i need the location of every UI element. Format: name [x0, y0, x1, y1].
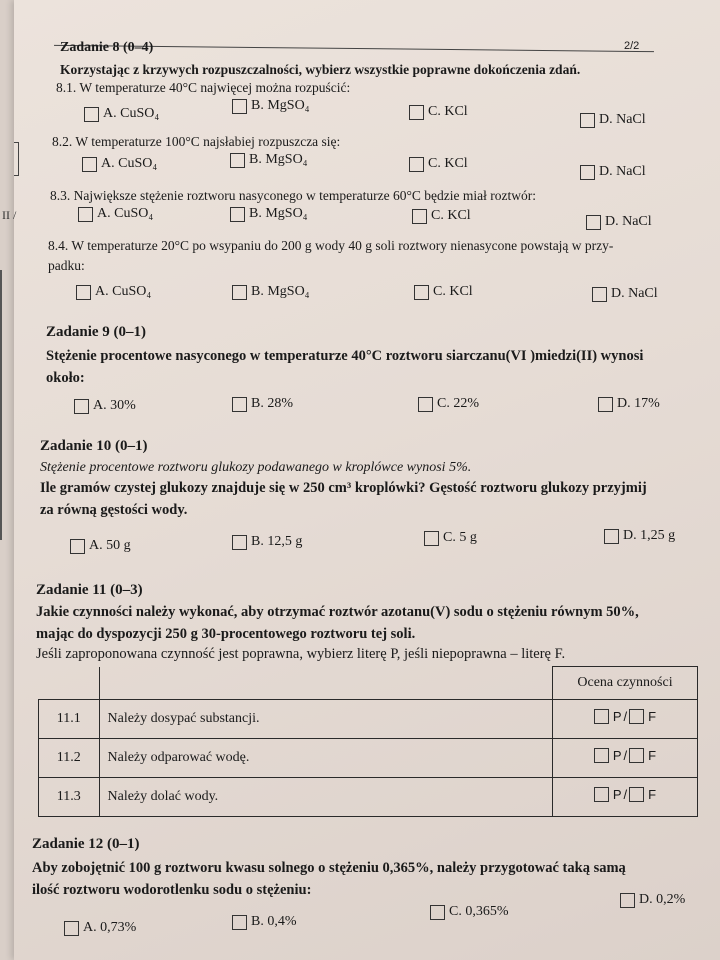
row-number: 11.1 [39, 700, 100, 739]
task11-instruction: Jeśli zaproponowana czynność jest poprawna, wybierz literę P, jeśli niepoprawna – literę F. [36, 646, 566, 662]
task12-title: Zadanie 12 (0–1) [32, 836, 140, 852]
task12-question-line2: ilość roztworu wodorotlenku sodu o stężeniu: [32, 882, 312, 898]
pf-cell: P / F [553, 700, 698, 739]
task8-q1: 8.1. W temperaturze 40°C najwięcej można rozpuścić: [56, 80, 351, 95]
task8-q4-line2: padku: [48, 258, 85, 273]
task10-question-line2: za równą gęstości wody. [40, 502, 188, 518]
task8-q2-option-d[interactable]: D. NaCl [580, 164, 646, 180]
checkbox[interactable] [412, 209, 427, 224]
margin-box [14, 142, 19, 176]
task8-q3-option-d[interactable]: D. NaCl [586, 214, 652, 230]
table-header-row [39, 667, 698, 700]
task8-q2-option-c[interactable]: C. KCl [409, 156, 468, 172]
task10-option-a[interactable]: A. 50 g [70, 538, 131, 554]
task8-title: Zadanie 8 (0–4) [60, 40, 154, 55]
task11-question-line2: mając do dyspozycji 250 g 30-procentowego roztworu tej soli. [36, 626, 416, 642]
task11-title: Zadanie 11 (0–3) [36, 582, 143, 598]
task8-q4-option-a[interactable]: A. CuSO₄ [76, 284, 151, 300]
task8-q4-option-b[interactable]: B. MgSO₄ [232, 284, 310, 300]
task10-option-b[interactable]: B. 12,5 g [232, 534, 302, 550]
task8-intro: Korzystając z krzywych rozpuszczalności, wybierz wszystkie poprawne dokończenia zdań. [60, 62, 581, 77]
checkbox[interactable] [414, 285, 429, 300]
checkbox[interactable] [232, 397, 247, 412]
checkbox[interactable] [232, 285, 247, 300]
checkbox[interactable] [409, 157, 424, 172]
f-checkbox[interactable] [629, 709, 644, 724]
task8-q1-option-a[interactable]: A. CuSO₄ [84, 106, 159, 122]
checkbox[interactable] [78, 207, 93, 222]
checkbox[interactable] [418, 397, 433, 412]
task8-q3: 8.3. Największe stężenie roztworu nasyconego w temperaturze 60°C będzie miał roztwór: [50, 188, 536, 203]
task8-q2-option-a[interactable]: A. CuSO₄ [82, 156, 157, 172]
task9-option-c[interactable]: C. 22% [418, 396, 479, 412]
checkbox[interactable] [74, 399, 89, 414]
pf-cell: P / F [553, 739, 698, 778]
exam-page [2, 0, 720, 960]
checkbox[interactable] [230, 153, 245, 168]
task9-question-line1: Stężenie procentowe nasyconego w temperaturze 40°C roztworu siarczanu(VI )miedzi(II) wynosi [46, 348, 644, 364]
task8-q3-option-a[interactable]: A. CuSO₄ [78, 206, 153, 222]
checkbox[interactable] [580, 113, 595, 128]
task9-option-b[interactable]: B. 28% [232, 396, 293, 412]
p-checkbox[interactable] [594, 787, 609, 802]
task12-option-b[interactable]: B. 0,4% [232, 914, 297, 930]
margin-mark: II / [2, 208, 17, 222]
task11-question-line1: Jakie czynności należy wykonać, aby otrzymać roztwór azotanu(V) sodu o stężeniu równym 50%, [36, 604, 639, 620]
task12-option-c[interactable]: C. 0,365% [430, 904, 509, 920]
task8-q4-option-d[interactable]: D. NaCl [592, 286, 658, 302]
checkbox[interactable] [230, 207, 245, 222]
margin-line [0, 270, 2, 540]
checkbox[interactable] [604, 529, 619, 544]
checkbox[interactable] [64, 921, 79, 936]
task8-q1-option-c[interactable]: C. KCl [409, 104, 468, 120]
row-number: 11.3 [39, 778, 100, 817]
p-checkbox[interactable] [594, 748, 609, 763]
checkbox[interactable] [586, 215, 601, 230]
table-row [39, 739, 698, 778]
task8-q1-option-b[interactable]: B. MgSO₄ [232, 98, 310, 114]
task8-q2-option-b[interactable]: B. MgSO₄ [230, 152, 308, 168]
task8-q1-option-d[interactable]: D. NaCl [580, 112, 646, 128]
pf-cell: P / F [553, 778, 698, 817]
task10-option-c[interactable]: C. 5 g [424, 530, 477, 546]
checkbox[interactable] [76, 285, 91, 300]
task11-table [38, 666, 698, 817]
checkbox[interactable] [430, 905, 445, 920]
checkbox[interactable] [84, 107, 99, 122]
f-checkbox[interactable] [629, 748, 644, 763]
p-checkbox[interactable] [594, 709, 609, 724]
task9-title: Zadanie 9 (0–1) [46, 324, 147, 340]
task10-question-line1: Ile gramów czystej glukozy znajduje się w 250 cm³ kroplówki? Gęstość roztworu glukozy przyjmij [40, 480, 647, 496]
checkbox[interactable] [82, 157, 97, 172]
task8-q4-line1: 8.4. W temperaturze 20°C po wsypaniu do 200 g wody 40 g soli roztwory nienasycone powstają w przy- [48, 238, 614, 253]
checkbox[interactable] [592, 287, 607, 302]
task8-q4-option-c[interactable]: C. KCl [414, 284, 473, 300]
f-checkbox[interactable] [629, 787, 644, 802]
task10-option-d[interactable]: D. 1,25 g [604, 528, 675, 544]
table-row [39, 700, 698, 739]
task10-title: Zadanie 10 (0–1) [40, 438, 148, 454]
task9-question-line2: około: [46, 370, 85, 386]
task9-option-d[interactable]: D. 17% [598, 396, 660, 412]
checkbox[interactable] [232, 535, 247, 550]
task12-question-line1: Aby zobojętnić 100 g roztworu kwasu solnego o stężeniu 0,365%, należy przygotować taką samą [32, 860, 626, 876]
checkbox[interactable] [409, 105, 424, 120]
task8-q3-option-b[interactable]: B. MgSO₄ [230, 206, 308, 222]
checkbox[interactable] [424, 531, 439, 546]
task12-option-a[interactable]: A. 0,73% [64, 920, 136, 936]
row-text: Należy odparować wodę. [99, 739, 553, 778]
checkbox[interactable] [598, 397, 613, 412]
page-number: 2/2 [624, 40, 640, 52]
checkbox[interactable] [620, 893, 635, 908]
row-text: Należy dolać wody. [99, 778, 553, 817]
task8-q2: 8.2. W temperaturze 100°C najsłabiej rozpuszcza się: [52, 134, 341, 149]
task9-option-a[interactable]: A. 30% [74, 398, 136, 414]
row-text: Należy dosypać substancji. [99, 700, 553, 739]
table-row [39, 778, 698, 817]
row-number: 11.2 [39, 739, 100, 778]
task8-q3-option-c[interactable]: C. KCl [412, 208, 471, 224]
column-header-assessment: Ocena czynności [553, 667, 698, 700]
checkbox[interactable] [70, 539, 85, 554]
task12-option-d[interactable]: D. 0,2% [620, 892, 685, 908]
checkbox[interactable] [232, 99, 247, 114]
checkbox[interactable] [232, 915, 247, 930]
task10-context: Stężenie procentowe roztworu glukozy podawanego w kroplówce wynosi 5%. [40, 460, 472, 475]
checkbox[interactable] [580, 165, 595, 180]
